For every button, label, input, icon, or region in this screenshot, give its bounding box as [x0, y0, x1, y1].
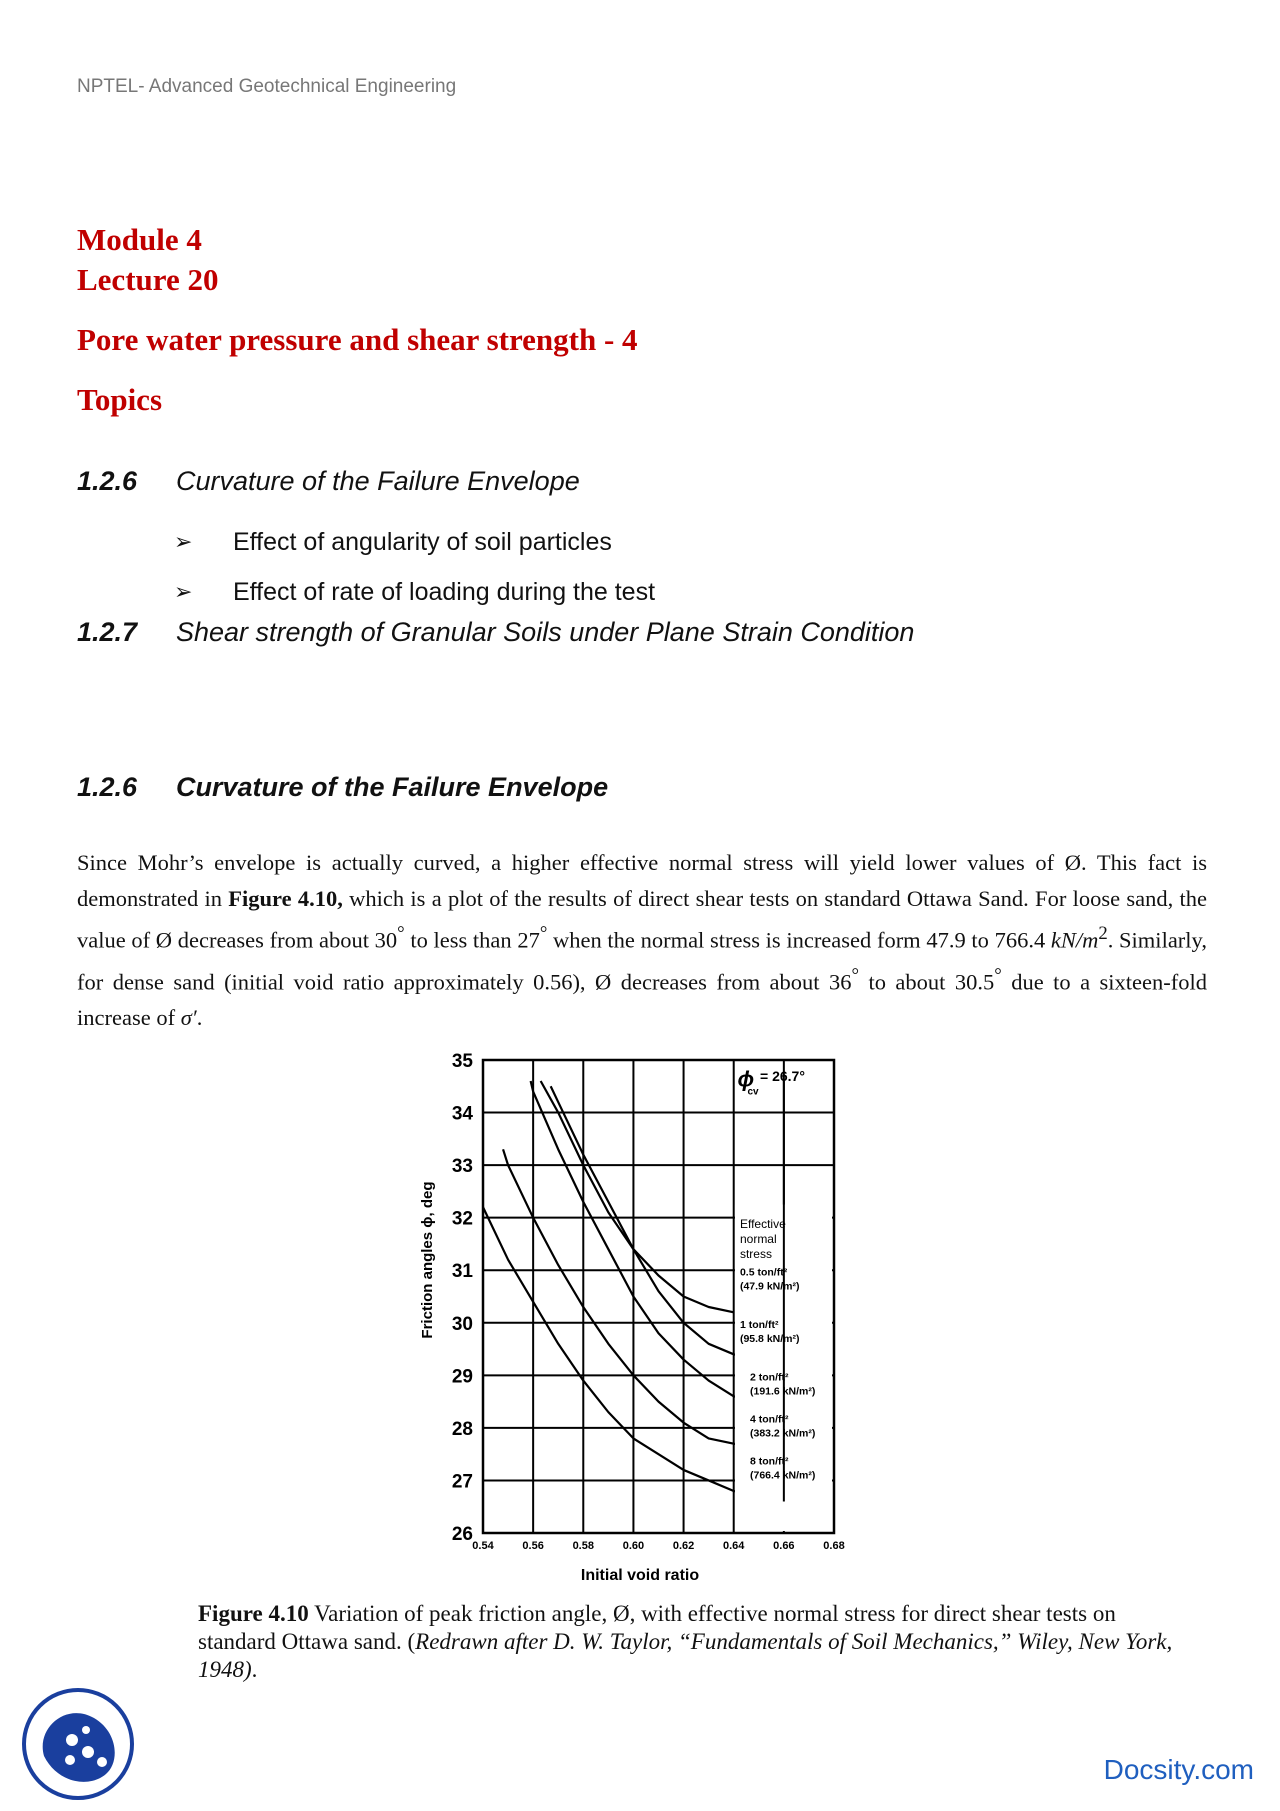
y-tick-label: 35 — [451, 1051, 473, 1072]
series-curve-2 — [551, 1086, 759, 1359]
x-tick-label: 0.66 — [773, 1540, 795, 1552]
module-title: Module 4 — [77, 222, 202, 257]
legend-title-line: Effective — [739, 1217, 786, 1232]
body-paragraph: Since Mohr’s envelope is actually curved, a higher effective normal stress will yield lower values of Ø. This fact is demonstrated in Figure 4.10, which is a plot of the results of direct shear tests on standard Ottawa Sand. For loose sand, the value of Ø decreases from about 30° to less than 27° when the normal stress is increased form 47.9 to 766.4 $kN/m^2$. Similarly, for dense sand (initial void ratio approximately 0.56), Ø decreases from about 36° to about 30.5° due to a sixteen-fold increase of σ′. — [77, 850, 1207, 1030]
y-tick-label: 34 — [451, 1103, 473, 1125]
series-label-kn: (95.8 kN/m²) — [739, 1333, 800, 1346]
lecture-title: Lecture 20 — [77, 262, 219, 297]
series-label-tons: 8 ton/ft² — [750, 1455, 789, 1468]
topics-label: Topics — [77, 382, 163, 417]
legend-title-line: normal — [739, 1232, 777, 1247]
x-tick-label: 0.68 — [823, 1540, 845, 1552]
y-tick-label: 28 — [451, 1418, 473, 1440]
subject-title: Pore water pressure and shear strength - 4 — [77, 322, 638, 357]
x-tick-label: 0.54 — [472, 1540, 494, 1552]
bullet-arrow-icon: ➢ — [174, 530, 193, 555]
y-tick-label: 27 — [451, 1471, 473, 1493]
docsity-logo-icon — [22, 1688, 134, 1800]
x-tick-label: 0.62 — [672, 1540, 695, 1552]
x-tick-label: 0.60 — [622, 1540, 645, 1552]
bullet-arrow-icon: ➢ — [174, 580, 193, 605]
y-tick-label: 31 — [451, 1261, 473, 1283]
bullet-item: Effect of angularity of soil particles — [233, 528, 612, 556]
series-label-kn: (191.6 kN/m²) — [750, 1385, 816, 1398]
phi-cv-subscript: cv — [747, 1086, 759, 1098]
section-title: Curvature of the Failure Envelope — [176, 772, 609, 802]
y-tick-label: 30 — [451, 1313, 473, 1335]
bullet-item: Effect of rate of loading during the test — [233, 578, 656, 606]
x-axis-label: Initial void ratio — [580, 1567, 700, 1584]
page-header: NPTEL- Advanced Geotechnical Engineering — [77, 76, 457, 97]
x-tick-label: 0.56 — [522, 1540, 544, 1552]
x-tick-label: 0.64 — [723, 1540, 745, 1552]
series-label-tons: 2 ton/ft² — [750, 1371, 789, 1384]
section-number: 1.2.6 — [77, 772, 138, 802]
y-tick-label: 26 — [451, 1524, 473, 1545]
series-curve-1 — [541, 1081, 734, 1312]
topic-number: 1.2.6 — [77, 466, 138, 496]
series-label-tons: 0.5 ton/ft² — [739, 1266, 788, 1279]
y-tick-label: 33 — [451, 1156, 473, 1178]
figure-caption: Figure 4.10 Variation of peak friction angle, Ø, with effective normal stress for direct shear tests on standard Ottawa sand. (Redrawn after D. W. Taylor, “Fundamentals of Soil Mechanics,” Wiley, New York, 1948). — [198, 1601, 1173, 1682]
docsity-link[interactable]: Docsity.com — [1103, 1754, 1254, 1785]
topic-number: 1.2.7 — [77, 617, 138, 647]
y-axis-label: Friction angles ϕ, deg — [419, 1181, 436, 1339]
series-label-kn: (47.9 kN/m²) — [739, 1280, 800, 1293]
series-label-kn: (766.4 kN/m²) — [750, 1469, 816, 1482]
topic-text: Shear strength of Granular Soils under Plane Strain Condition — [176, 617, 915, 647]
phi-cv-symbol: ϕ — [737, 1066, 755, 1092]
friction-angle-chart — [410, 1040, 860, 1600]
phi-cv-value: = 26.7° — [760, 1068, 805, 1085]
legend-title-line: stress — [739, 1247, 772, 1262]
y-tick-label: 29 — [451, 1366, 473, 1388]
series-label-tons: 1 ton/ft² — [739, 1319, 779, 1332]
series-label-tons: 4 ton/ft² — [750, 1413, 789, 1426]
x-tick-label: 0.58 — [572, 1540, 594, 1552]
topic-text: Curvature of the Failure Envelope — [176, 466, 580, 496]
series-label-kn: (383.2 kN/m²) — [750, 1427, 816, 1440]
y-tick-label: 32 — [451, 1208, 473, 1230]
